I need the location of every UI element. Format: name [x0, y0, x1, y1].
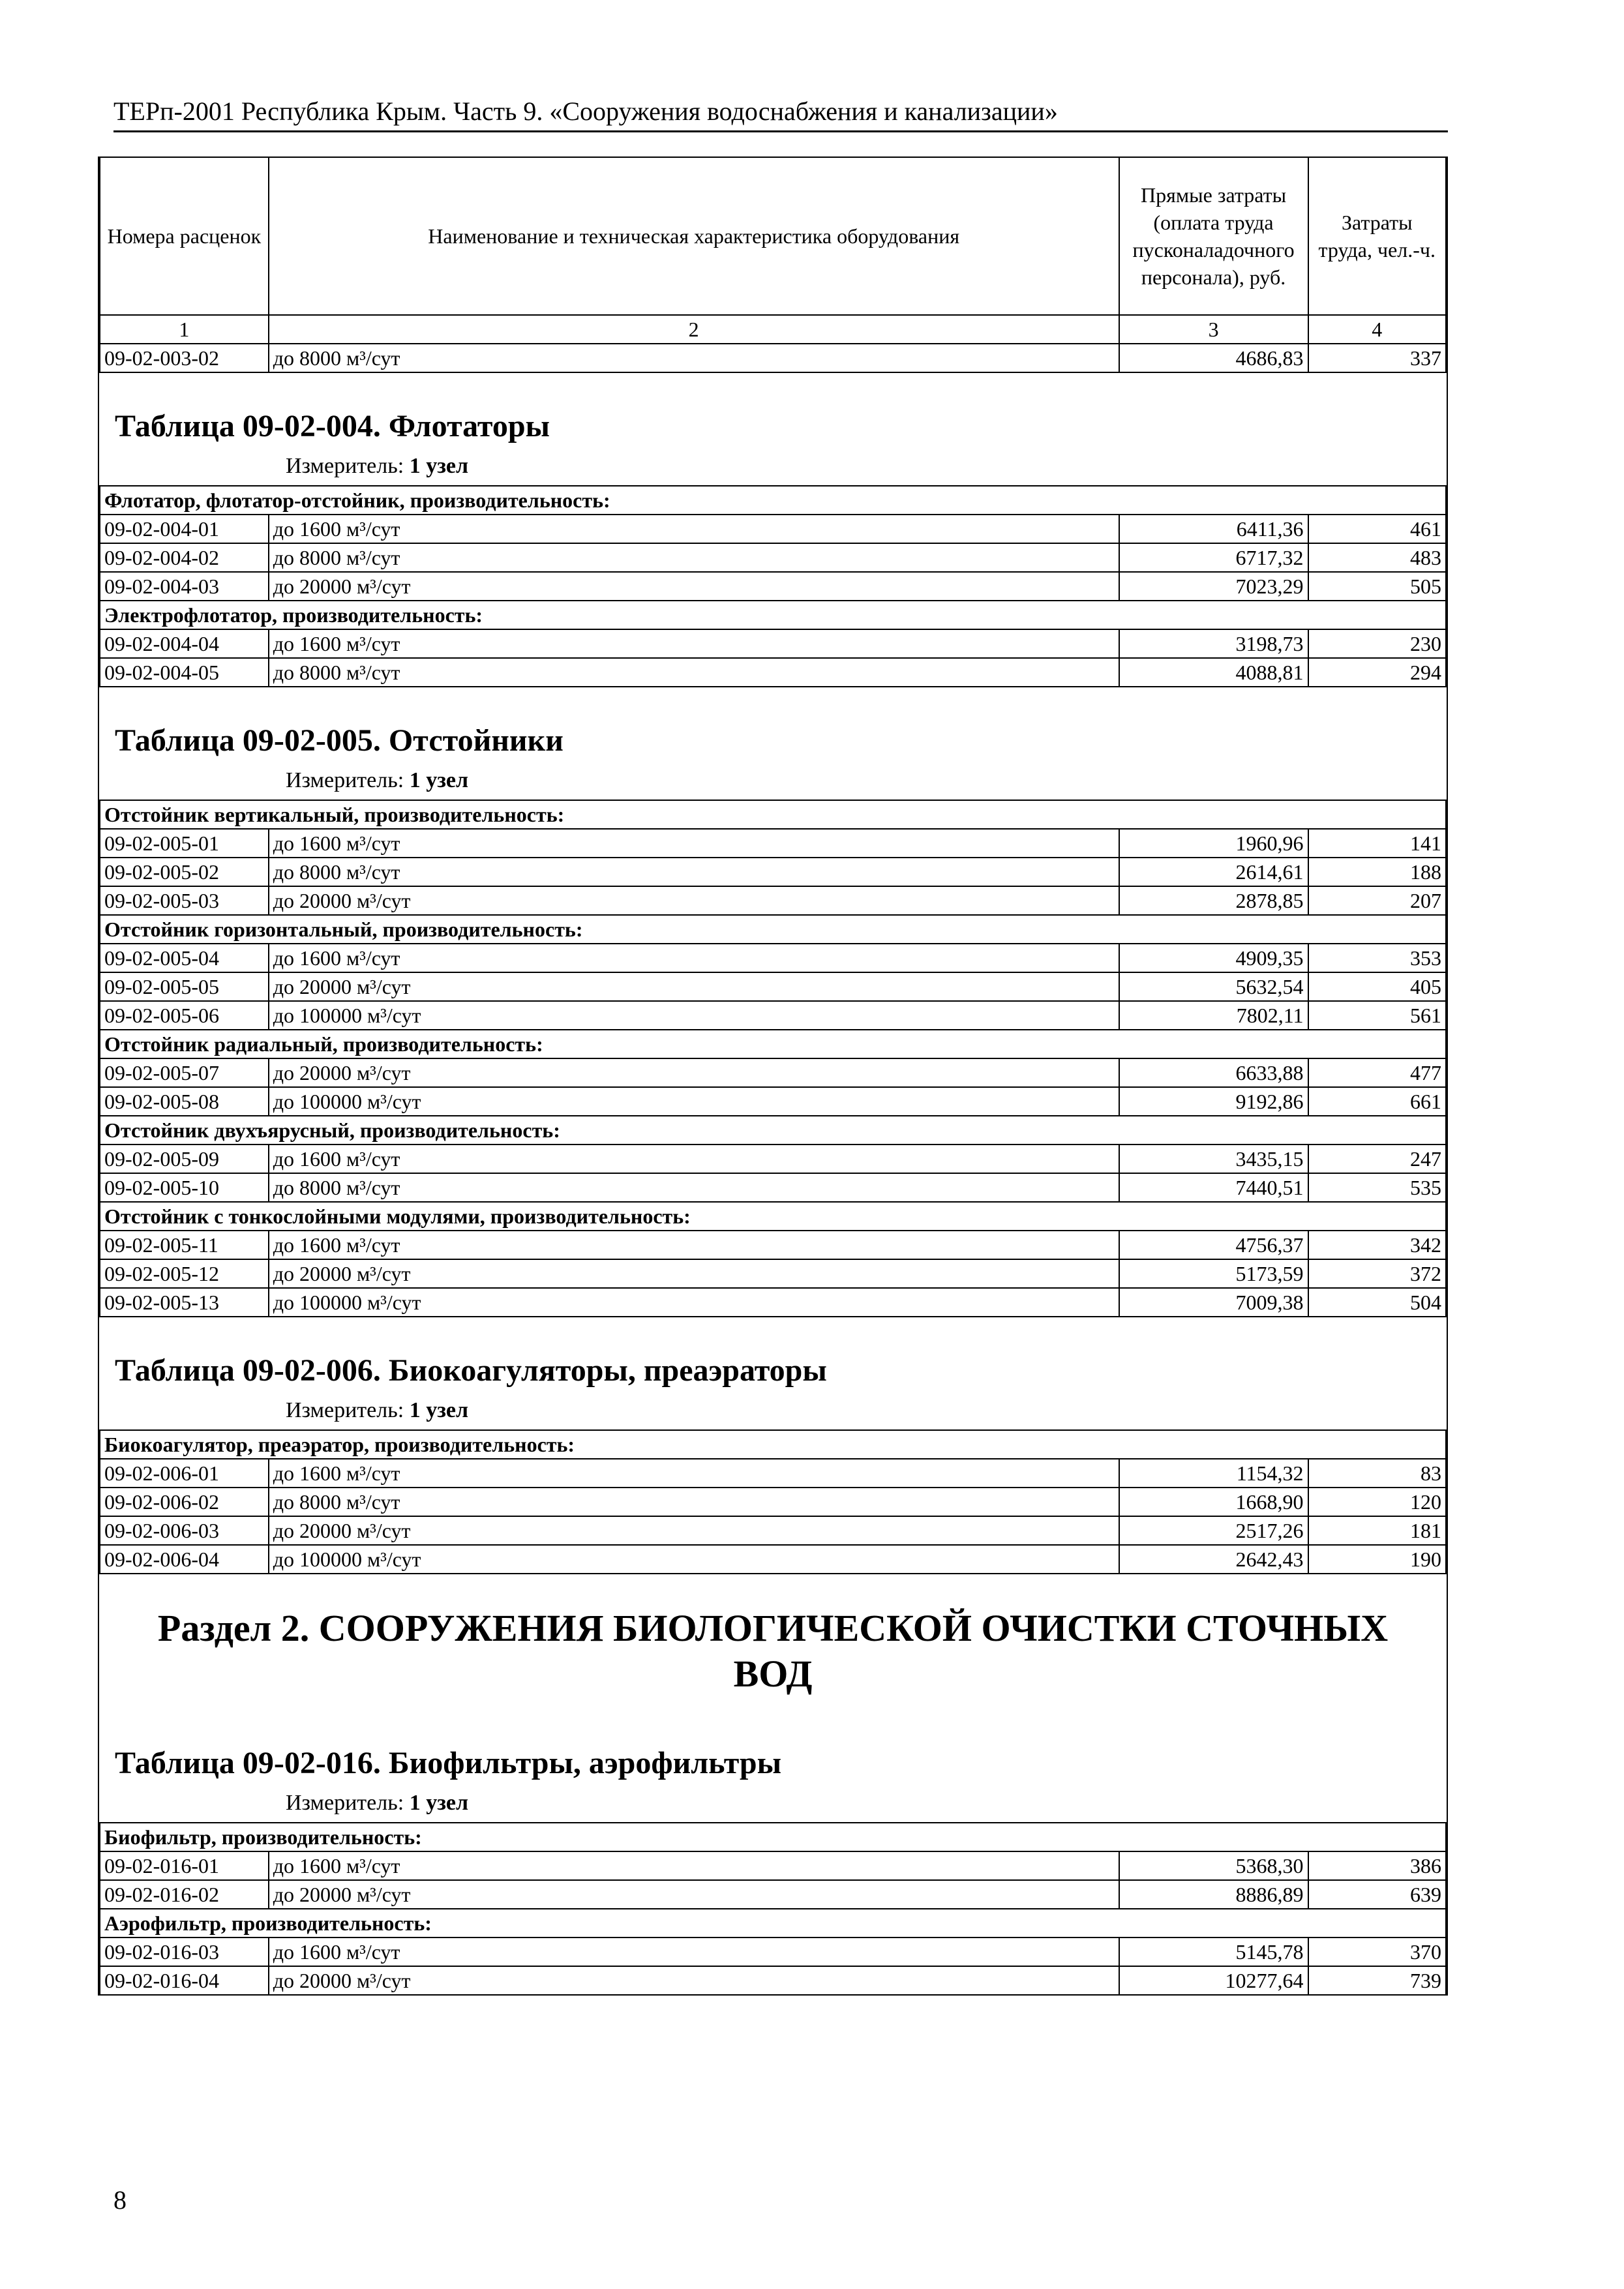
rate-code: 09-02-003-02: [100, 344, 269, 372]
table-row: [100, 944, 1446, 972]
table-row: [100, 1966, 1446, 1995]
group-row: [100, 1116, 1446, 1144]
group-row: [100, 1202, 1446, 1231]
table-row: [100, 1488, 1446, 1516]
table-title: Таблица 09-02-016. Биофильтры, аэрофильтры: [115, 1746, 782, 1780]
labor-cost: 477: [1308, 1058, 1446, 1087]
header-table: [99, 157, 1447, 373]
labor-cost: 353: [1308, 944, 1446, 972]
rate-description: до 100000 м³/сут: [269, 1545, 1119, 1574]
group-row: [100, 601, 1446, 629]
rate-code: 09-02-016-04: [100, 1966, 269, 1995]
labor-cost: 141: [1308, 829, 1446, 858]
rate-code: 09-02-005-11: [100, 1231, 269, 1259]
table-row: [100, 1144, 1446, 1173]
direct-cost: 8886,89: [1119, 1880, 1308, 1909]
rate-description: до 100000 м³/сут: [269, 1001, 1119, 1030]
rate-description: до 20000 м³/сут: [269, 1259, 1119, 1288]
rate-code: 09-02-005-07: [100, 1058, 269, 1087]
rate-description: до 1600 м³/сут: [269, 515, 1119, 543]
group-row: [100, 1030, 1446, 1058]
direct-cost: 1668,90: [1119, 1488, 1308, 1516]
labor-cost: 247: [1308, 1144, 1446, 1173]
table-row: [100, 1058, 1446, 1087]
direct-cost: 9192,86: [1119, 1087, 1308, 1116]
group-heading: Биокоагулятор, преаэратор, производительность:: [100, 1430, 1446, 1459]
rate-description: до 1600 м³/сут: [269, 629, 1119, 658]
table-title: Таблица 09-02-006. Биокоагуляторы, преаэраторы: [115, 1353, 827, 1388]
rate-code: 09-02-006-01: [100, 1459, 269, 1488]
running-header: ТЕРп-2001 Республика Крым. Часть 9. «Сооружения водоснабжения и канализации»: [113, 95, 1448, 132]
table-row: [100, 858, 1446, 886]
table-row: [100, 1851, 1446, 1880]
rate-code: 09-02-005-04: [100, 944, 269, 972]
rates-table: [99, 485, 1447, 687]
labor-cost: 405: [1308, 972, 1446, 1001]
rate-description: до 8000 м³/сут: [269, 543, 1119, 572]
rate-description: до 20000 м³/сут: [269, 972, 1119, 1001]
table-row: [100, 1231, 1446, 1259]
group-heading: Аэрофильтр, производительность:: [100, 1909, 1446, 1937]
unit-of-measure: [99, 451, 1447, 485]
unit-label: Измеритель:: [286, 768, 404, 792]
rate-code: 09-02-006-04: [100, 1545, 269, 1574]
direct-cost: 5368,30: [1119, 1851, 1308, 1880]
table-row: [100, 1001, 1446, 1030]
rate-code: 09-02-005-08: [100, 1087, 269, 1116]
direct-cost: 3435,15: [1119, 1144, 1308, 1173]
rate-code: 09-02-004-02: [100, 543, 269, 572]
unit-label: Измеритель:: [286, 1398, 404, 1422]
labor-cost: 504: [1308, 1288, 1446, 1317]
unit-label: Измеритель:: [286, 454, 404, 478]
labor-cost: 661: [1308, 1087, 1446, 1116]
group-heading: Отстойник вертикальный, производительность:: [100, 800, 1446, 829]
table-row: [100, 1173, 1446, 1202]
rate-description: до 20000 м³/сут: [269, 886, 1119, 915]
rate-code: 09-02-016-01: [100, 1851, 269, 1880]
unit-value: 1 узел: [409, 1398, 469, 1422]
table-row: [100, 1545, 1446, 1574]
labor-cost: 188: [1308, 858, 1446, 886]
rate-description: до 8000 м³/сут: [269, 658, 1119, 687]
direct-cost: 5145,78: [1119, 1937, 1308, 1966]
column-header-code: Номера расценок: [100, 157, 269, 315]
group-row: [100, 915, 1446, 944]
direct-cost: 7440,51: [1119, 1173, 1308, 1202]
direct-cost: 7802,11: [1119, 1001, 1308, 1030]
direct-cost: 2614,61: [1119, 858, 1308, 886]
labor-cost: 83: [1308, 1459, 1446, 1488]
column-header-labor: Затраты труда, чел.-ч.: [1308, 157, 1446, 315]
rate-code: 09-02-016-03: [100, 1937, 269, 1966]
group-heading: Отстойник двухъярусный, производительность:: [100, 1116, 1446, 1144]
rate-code: 09-02-004-03: [100, 572, 269, 601]
group-heading: Флотатор, флотатор-отстойник, производительность:: [100, 486, 1446, 515]
table-row: [100, 1459, 1446, 1488]
rate-description: до 20000 м³/сут: [269, 1516, 1119, 1545]
rate-code: 09-02-005-12: [100, 1259, 269, 1288]
section-title: Раздел 2. СООРУЖЕНИЯ БИОЛОГИЧЕСКОЙ ОЧИСТКИ СТОЧНЫХ ВОД: [157, 1607, 1389, 1695]
rate-description: до 20000 м³/сут: [269, 1880, 1119, 1909]
direct-cost: 7023,29: [1119, 572, 1308, 601]
rate-description: до 1600 м³/сут: [269, 944, 1119, 972]
column-number: 1: [100, 315, 269, 344]
table-row: [100, 629, 1446, 658]
rates-table: [99, 800, 1447, 1317]
labor-cost: 342: [1308, 1231, 1446, 1259]
unit-label: Измеритель:: [286, 1791, 404, 1815]
group-row: [100, 1823, 1446, 1851]
direct-cost: 6633,88: [1119, 1058, 1308, 1087]
column-header-row: [100, 157, 1446, 315]
rate-code: 09-02-005-05: [100, 972, 269, 1001]
page-number: 8: [113, 2185, 127, 2215]
table-row: [100, 543, 1446, 572]
rate-description: до 8000 м³/сут: [269, 1173, 1119, 1202]
group-row: [100, 800, 1446, 829]
labor-cost: 561: [1308, 1001, 1446, 1030]
column-number: 4: [1308, 315, 1446, 344]
table-row: [100, 344, 1446, 372]
direct-cost: 2878,85: [1119, 886, 1308, 915]
table-row: [100, 658, 1446, 687]
direct-cost: 5173,59: [1119, 1259, 1308, 1288]
table-title: Таблица 09-02-004. Флотаторы: [115, 409, 550, 443]
group-row: [100, 486, 1446, 515]
group-row: [100, 1909, 1446, 1937]
table-title: Таблица 09-02-005. Отстойники: [115, 723, 564, 758]
labor-cost: 337: [1308, 344, 1446, 372]
rate-code: 09-02-006-02: [100, 1488, 269, 1516]
rate-description: до 20000 м³/сут: [269, 1058, 1119, 1087]
rate-code: 09-02-005-01: [100, 829, 269, 858]
rate-code: 09-02-005-13: [100, 1288, 269, 1317]
direct-cost: 10277,64: [1119, 1966, 1308, 1995]
rate-description: до 8000 м³/сут: [269, 1488, 1119, 1516]
column-header-name: Наименование и техническая характеристика оборудования: [269, 157, 1119, 315]
labor-cost: 370: [1308, 1937, 1446, 1966]
direct-cost: 1960,96: [1119, 829, 1308, 858]
unit-of-measure: [99, 1788, 1447, 1822]
direct-cost: 2642,43: [1119, 1545, 1308, 1574]
unit-value: 1 узел: [409, 1791, 469, 1815]
labor-cost: 461: [1308, 515, 1447, 543]
unit-of-measure: [99, 1396, 1447, 1429]
labor-cost: 207: [1308, 886, 1446, 915]
rate-code: 09-02-004-04: [100, 629, 269, 658]
direct-cost: 1154,32: [1119, 1459, 1308, 1488]
direct-cost: 4088,81: [1119, 658, 1308, 687]
table-row: [100, 1087, 1446, 1116]
unit-value: 1 узел: [409, 768, 469, 792]
group-heading: Отстойник горизонтальный, производительность:: [100, 915, 1446, 944]
group-row: [100, 1430, 1446, 1459]
rate-code: 09-02-005-10: [100, 1173, 269, 1202]
rates-table: [99, 1429, 1447, 1574]
rate-description: до 20000 м³/сут: [269, 572, 1119, 601]
direct-cost: 7009,38: [1119, 1288, 1308, 1317]
group-heading: Биофильтр, производительность:: [100, 1823, 1446, 1851]
labor-cost: 120: [1308, 1488, 1446, 1516]
labor-cost: 230: [1308, 629, 1447, 658]
labor-cost: 372: [1308, 1259, 1446, 1288]
direct-cost: 3198,73: [1119, 629, 1308, 658]
table-row: [100, 572, 1446, 601]
column-number: 2: [269, 315, 1119, 344]
direct-cost: 6717,32: [1119, 543, 1308, 572]
rates-table: [99, 1822, 1447, 1996]
table-row: [100, 1937, 1446, 1966]
document-frame: [98, 157, 1448, 1996]
table-row: [100, 1288, 1446, 1317]
rate-code: 09-02-004-05: [100, 658, 269, 687]
unit-value: 1 узел: [409, 454, 469, 478]
labor-cost: 739: [1308, 1966, 1446, 1995]
rate-description: до 100000 м³/сут: [269, 1087, 1119, 1116]
group-heading: Отстойник с тонкослойными модулями, производительность:: [100, 1202, 1446, 1231]
rate-code: 09-02-005-02: [100, 858, 269, 886]
labor-cost: 190: [1308, 1545, 1446, 1574]
table-row: [100, 829, 1446, 858]
labor-cost: 483: [1308, 543, 1447, 572]
labor-cost: 181: [1308, 1516, 1446, 1545]
column-header-cost: Прямые затраты (оплата труда пусконаладочного персонала), руб.: [1119, 157, 1308, 315]
rate-code: 09-02-016-02: [100, 1880, 269, 1909]
direct-cost: 4756,37: [1119, 1231, 1308, 1259]
column-number-row: [100, 315, 1446, 344]
labor-cost: 535: [1308, 1173, 1446, 1202]
labor-cost: 386: [1308, 1851, 1446, 1880]
rate-description: до 1600 м³/сут: [269, 1231, 1119, 1259]
labor-cost: 294: [1308, 658, 1447, 687]
unit-of-measure: [99, 766, 1447, 800]
rate-description: до 1600 м³/сут: [269, 829, 1119, 858]
rate-description: до 1600 м³/сут: [269, 1144, 1119, 1173]
table-row: [100, 886, 1446, 915]
table-row: [100, 972, 1446, 1001]
column-number: 3: [1119, 315, 1308, 344]
table-row: [100, 1516, 1446, 1545]
labor-cost: 639: [1308, 1880, 1446, 1909]
tables-container: [99, 373, 1447, 1996]
rate-code: 09-02-005-09: [100, 1144, 269, 1173]
rate-code: 09-02-004-01: [100, 515, 269, 543]
rate-description: до 1600 м³/сут: [269, 1459, 1119, 1488]
table-row: [100, 515, 1446, 543]
direct-cost: 4909,35: [1119, 944, 1308, 972]
rate-description: до 8000 м³/сут: [269, 858, 1119, 886]
rate-description: до 100000 м³/сут: [269, 1288, 1119, 1317]
rate-description: до 8000 м³/сут: [269, 344, 1119, 372]
direct-cost: 4686,83: [1119, 344, 1308, 372]
table-row: [100, 1880, 1446, 1909]
rate-description: до 20000 м³/сут: [269, 1966, 1119, 1995]
rate-code: 09-02-006-03: [100, 1516, 269, 1545]
rate-code: 09-02-005-06: [100, 1001, 269, 1030]
rate-description: до 1600 м³/сут: [269, 1851, 1119, 1880]
table-row: [100, 1259, 1446, 1288]
rate-code: 09-02-005-03: [100, 886, 269, 915]
rate-description: до 1600 м³/сут: [269, 1937, 1119, 1966]
direct-cost: 6411,36: [1119, 515, 1308, 543]
direct-cost: 2517,26: [1119, 1516, 1308, 1545]
labor-cost: 505: [1308, 572, 1447, 601]
group-heading: Отстойник радиальный, производительность:: [100, 1030, 1446, 1058]
direct-cost: 5632,54: [1119, 972, 1308, 1001]
group-heading: Электрофлотатор, производительность:: [100, 601, 1446, 629]
